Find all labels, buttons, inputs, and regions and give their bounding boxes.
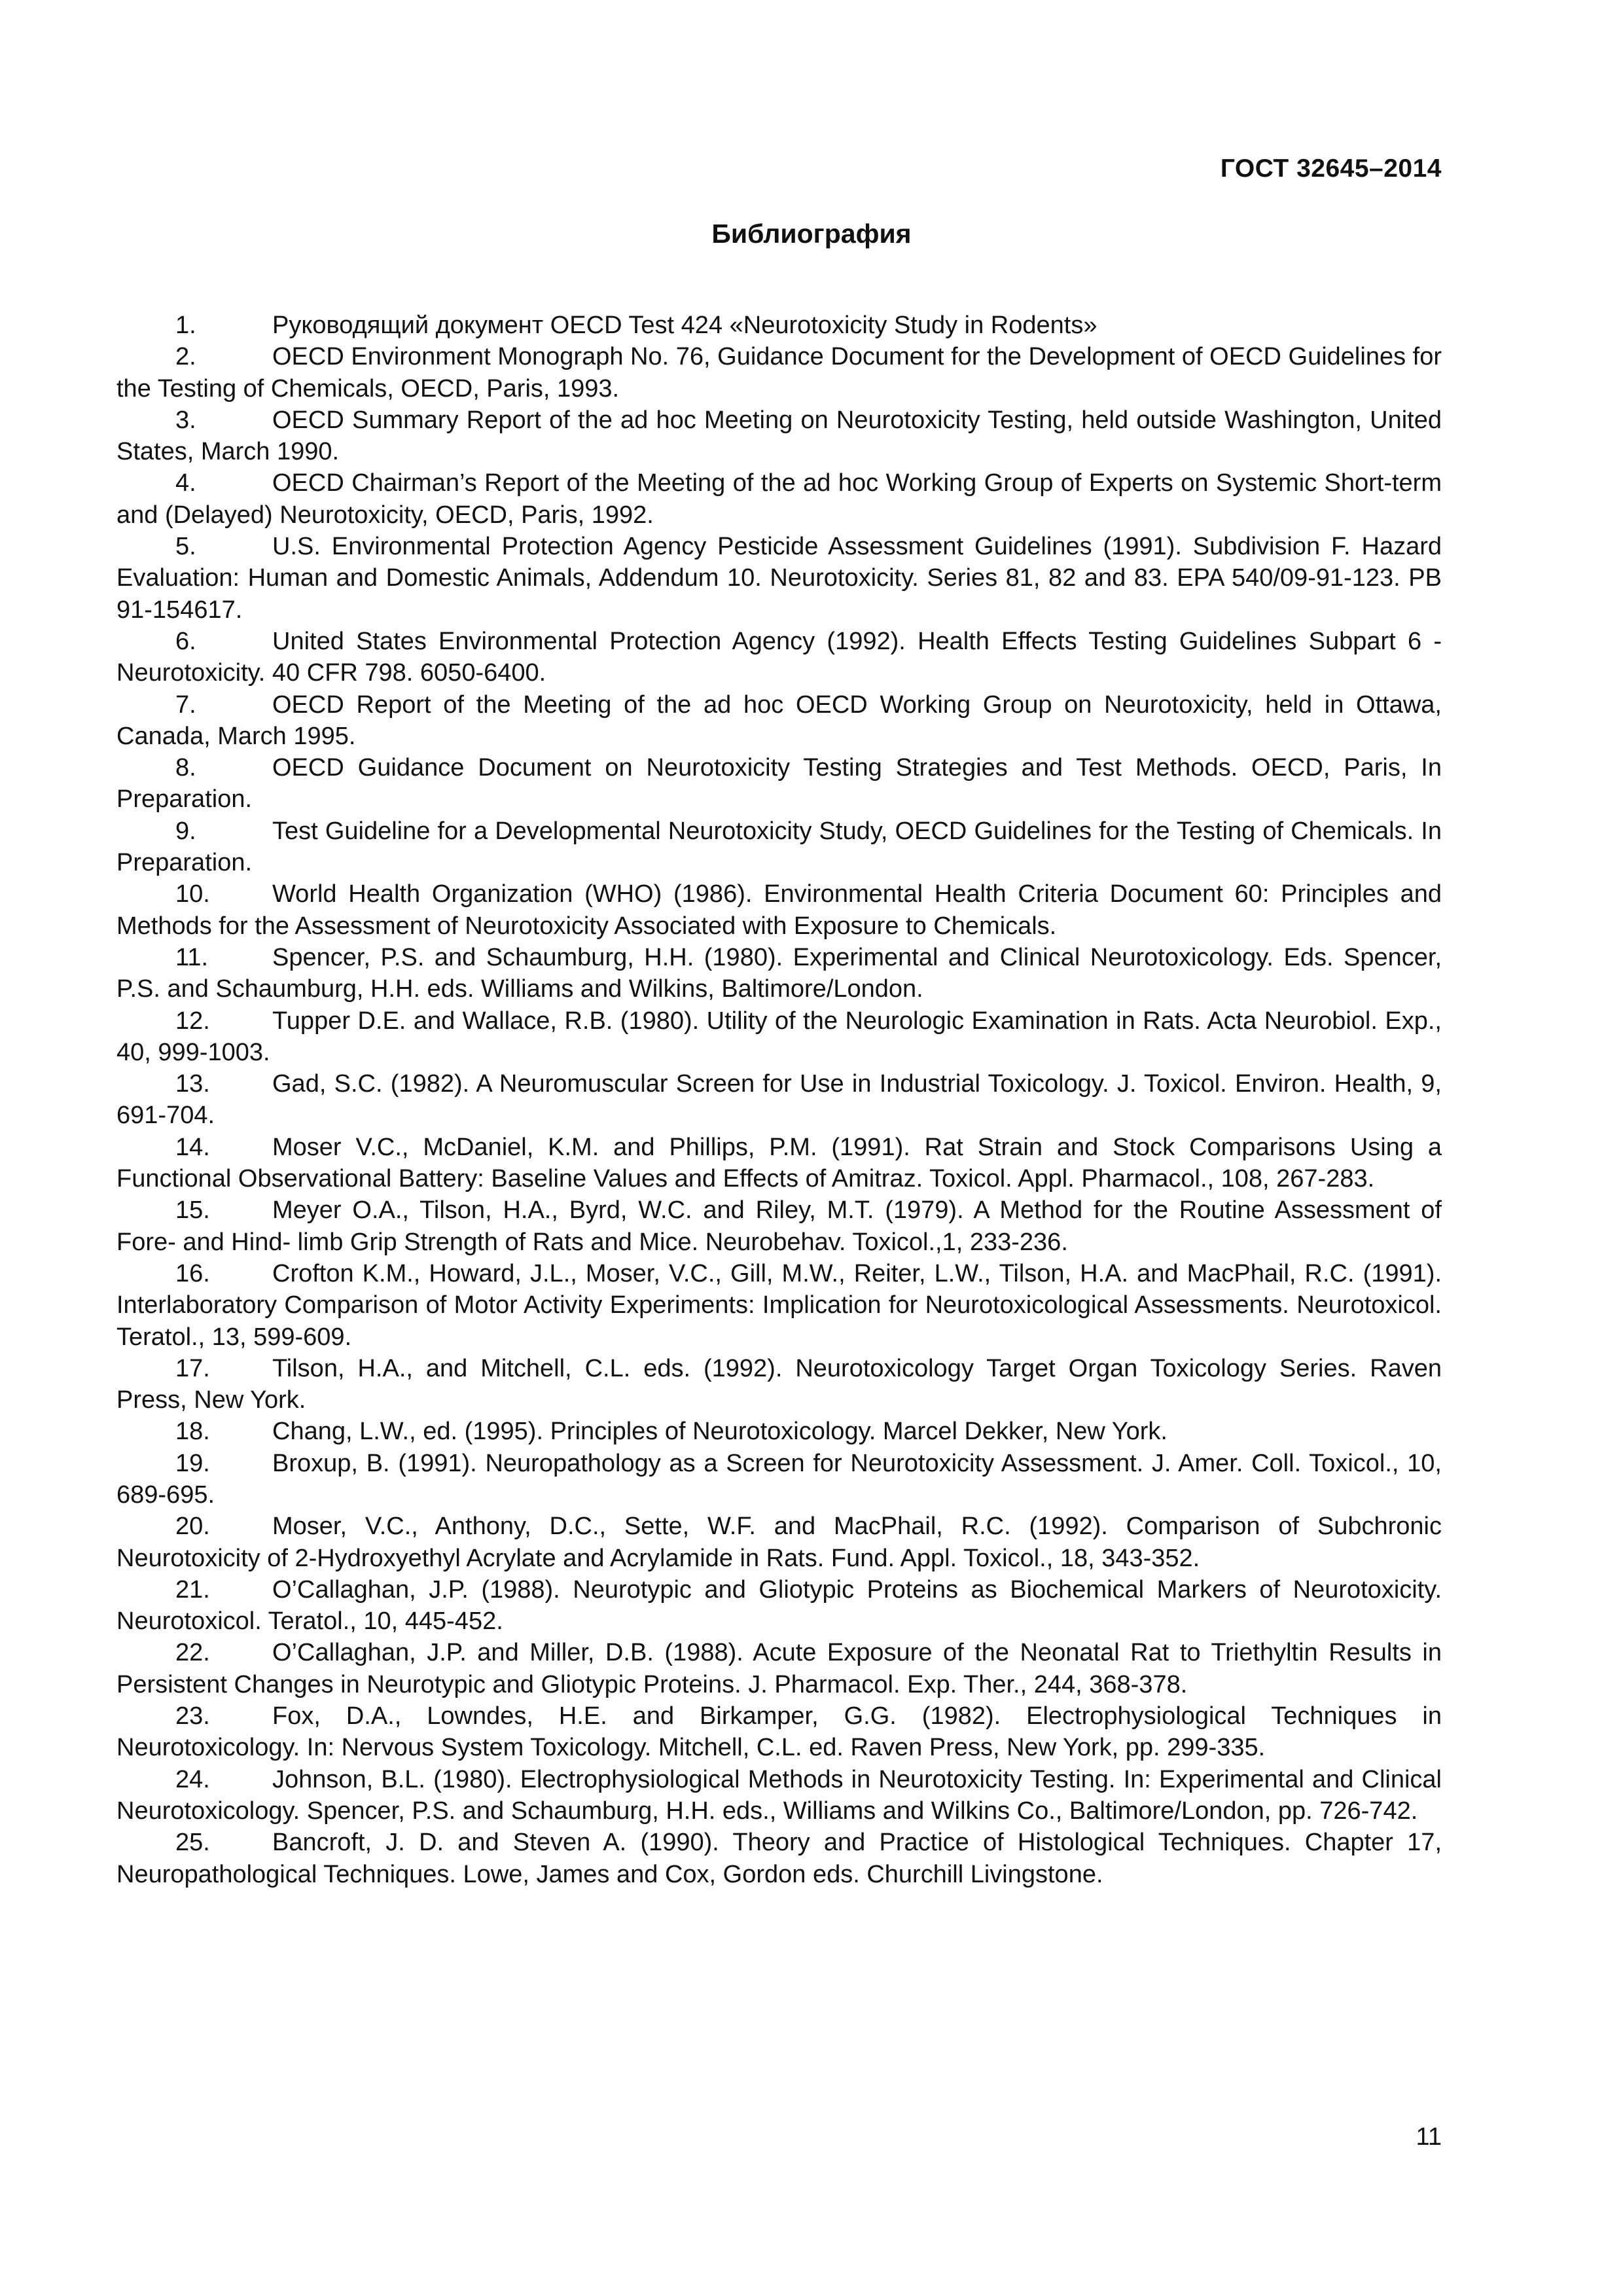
reference-item	[116, 1132, 1442, 1195]
reference-number: 15.	[175, 1196, 210, 1225]
reference-item	[116, 310, 1442, 341]
reference-list	[116, 310, 1442, 1890]
reference-number: 7.	[175, 691, 196, 719]
reference-text: Fox, D.A., Lowndes, H.E. and Birkamper, G.G. (1982). Electrophysiological Techniques in Neurotoxicology. In: Nervous System Toxicology. Mitchell, C.L. ed. Raven Press, New York, pp. 299-335.	[116, 1702, 1442, 1762]
page-number: 11	[1416, 2123, 1442, 2151]
reference-text: U.S. Environmental Protection Agency Pesticide Assessment Guidelines (1991). Subdivision F. Hazard Evaluation: Human and Domestic Animals, Addendum 10. Neurotoxicity. Series 81, 82 and 83. EPA 540/09-91-123. PB 91-154617.	[116, 533, 1442, 624]
reference-number: 3.	[175, 406, 196, 434]
reference-item	[116, 1068, 1442, 1132]
reference-item	[116, 752, 1442, 816]
reference-text: Chang, L.W., ed. (1995). Principles of Neurotoxicology. Marcel Dekker, New York.	[272, 1418, 1168, 1446]
reference-text: OECD Chairman’s Report of the Meeting of the ad hoc Working Group of Experts on Systemic Short-term and (Delayed) Neurotoxicity, OECD, Paris, 1992.	[116, 469, 1442, 529]
reference-text: Moser V.C., McDaniel, K.M. and Phillips, P.M. (1991). Rat Strain and Stock Comparisons Using a Functional Observational Battery: Baseline Values and Effects of Amitraz. Toxicol. Appl. Pharmacol., 108, 267-283.	[116, 1133, 1442, 1193]
reference-number: 4.	[175, 469, 196, 497]
reference-number: 5.	[175, 533, 196, 561]
reference-number: 20.	[175, 1513, 210, 1541]
reference-item	[116, 1827, 1442, 1890]
reference-text: Crofton K.M., Howard, J.L., Moser, V.C., Gill, M.W., Reiter, L.W., Tilson, H.A. and MacPhail, R.C. (1991). Interlaboratory Comparison of Motor Activity Experiments: Implication for Neurotoxicological Assessments. Neurotoxicol. Teratol., 13, 599-609.	[116, 1259, 1442, 1351]
reference-text: Meyer O.A., Tilson, H.A., Byrd, W.C. and Riley, M.T. (1979). A Method for the Routine Assessment of Fore- and Hind- limb Grip Strength of Rats and Mice. Neurobehav. Toxicol.,1, 233-236.	[116, 1196, 1442, 1256]
reference-item	[116, 1005, 1442, 1069]
reference-item	[116, 626, 1442, 689]
reference-number: 17.	[175, 1354, 210, 1382]
reference-text: Руководящий документ OECD Test 424 «Neurotoxicity Study in Rodents»	[272, 312, 1097, 339]
reference-number: 18.	[175, 1418, 210, 1446]
reference-text: Test Guideline for a Developmental Neurotoxicity Study, OECD Guidelines for the Testing of Chemicals. In Preparation.	[116, 817, 1442, 877]
reference-text: OECD Report of the Meeting of the ad hoc OECD Working Group on Neurotoxicity, held in Ottawa, Canada, March 1995.	[116, 691, 1442, 750]
reference-text: Gad, S.C. (1982). A Neuromuscular Screen for Use in Industrial Toxicology. J. Toxicol. Environ. Health, 9, 691-704.	[116, 1070, 1442, 1130]
reference-number: 19.	[175, 1449, 210, 1477]
reference-text: Tilson, H.A., and Mitchell, C.L. eds. (1992). Neurotoxicology Target Organ Toxicology Series. Raven Press, New York.	[116, 1354, 1442, 1414]
reference-number: 2.	[175, 343, 196, 371]
reference-number: 13.	[175, 1070, 210, 1098]
reference-number: 10.	[175, 880, 210, 908]
reference-number: 16.	[175, 1259, 210, 1287]
bibliography-title: Библиография	[711, 219, 912, 249]
document-code: ГОСТ 32645–2014	[1220, 154, 1442, 183]
reference-text: O’Callaghan, J.P. (1988). Neurotypic and Gliotypic Proteins as Biochemical Markers of Neurotoxicity. Neurotoxicol. Teratol., 10, 445-452.	[116, 1575, 1442, 1636]
reference-number: 8.	[175, 754, 196, 782]
reference-text: Moser, V.C., Anthony, D.C., Sette, W.F. and MacPhail, R.C. (1992). Comparison of Subchronic Neurotoxicity of 2-Hydroxyethyl Acrylate and Acrylamide in Rats. Fund. Appl. Toxicol., 18, 343-352.	[116, 1513, 1442, 1572]
reference-item	[116, 341, 1442, 404]
reference-text: World Health Organization (WHO) (1986). Environmental Health Criteria Document 60: Principles and Methods for the Assessment of Neurotoxicity Associated with Exposure to Chemicals.	[116, 880, 1442, 940]
reference-text: OECD Environment Monograph No. 76, Guidance Document for the Development of OECD Guidelines for the Testing of Chemicals, OECD, Paris, 1993.	[116, 343, 1442, 403]
reference-item	[116, 1637, 1442, 1700]
reference-text: Johnson, B.L. (1980). Electrophysiological Methods in Neurotoxicity Testing. In: Experimental and Clinical Neurotoxicology. Spencer, P.S. and Schaumburg, H.H. eds., Williams and Wilkins Co., Baltimore/London, pp. 726-742.	[116, 1765, 1442, 1825]
reference-number: 21.	[175, 1575, 210, 1604]
reference-item	[116, 1258, 1442, 1353]
reference-item	[116, 1764, 1442, 1827]
reference-text: OECD Guidance Document on Neurotoxicity Testing Strategies and Test Methods. OECD, Paris, In Preparation.	[116, 754, 1442, 814]
reference-number: 24.	[175, 1765, 210, 1793]
reference-number: 11.	[175, 943, 209, 971]
reference-number: 14.	[175, 1133, 210, 1161]
reference-text: United States Environmental Protection Agency (1992). Health Effects Testing Guidelines Subpart 6 - Neurotoxicity. 40 CFR 798. 6050-6400.	[116, 627, 1442, 687]
reference-item	[116, 878, 1442, 942]
reference-text: OECD Summary Report of the ad hoc Meeting on Neurotoxicity Testing, held outside Washington, United States, March 1990.	[116, 406, 1442, 466]
reference-text: Tupper D.E. and Wallace, R.B. (1980). Utility of the Neurologic Examination in Rats. Acta Neurobiol. Exp., 40, 999-1003.	[116, 1007, 1442, 1066]
reference-item	[116, 1194, 1442, 1258]
reference-item	[116, 404, 1442, 468]
reference-text: Broxup, B. (1991). Neuropathology as a Screen for Neurotoxicity Assessment. J. Amer. Coll. Toxicol., 10, 689-695.	[116, 1449, 1442, 1509]
reference-item	[116, 1511, 1442, 1574]
reference-item	[116, 467, 1442, 531]
reference-number: 12.	[175, 1007, 210, 1035]
reference-text: Spencer, P.S. and Schaumburg, H.H. (1980). Experimental and Clinical Neurotoxicology. Eds. Spencer, P.S. and Schaumburg, H.H. eds. Williams and Wilkins, Baltimore/London.	[116, 943, 1442, 1003]
reference-number: 22.	[175, 1639, 210, 1667]
reference-number: 6.	[175, 627, 196, 655]
reference-item	[116, 531, 1442, 626]
reference-number: 9.	[175, 817, 196, 845]
reference-item	[116, 1353, 1442, 1416]
reference-number: 1.	[175, 312, 196, 339]
reference-text: Bancroft, J. D. and Steven A. (1990). Theory and Practice of Histological Techniques. Chapter 17, Neuropathological Techniques. Lowe, James and Cox, Gordon eds. Churchill Livingstone.	[116, 1829, 1442, 1888]
reference-item	[116, 1700, 1442, 1764]
reference-number: 23.	[175, 1702, 210, 1731]
reference-item	[116, 1448, 1442, 1511]
reference-text: O’Callaghan, J.P. and Miller, D.B. (1988). Acute Exposure of the Neonatal Rat to Triethyltin Results in Persistent Changes in Neurotypic and Gliotypic Proteins. J. Pharmacol. Exp. Ther., 244, 368-378.	[116, 1639, 1442, 1698]
reference-item	[116, 689, 1442, 753]
reference-item	[116, 1416, 1442, 1447]
reference-item	[116, 1574, 1442, 1638]
reference-item	[116, 942, 1442, 1005]
reference-number: 25.	[175, 1829, 210, 1857]
reference-item	[116, 816, 1442, 879]
